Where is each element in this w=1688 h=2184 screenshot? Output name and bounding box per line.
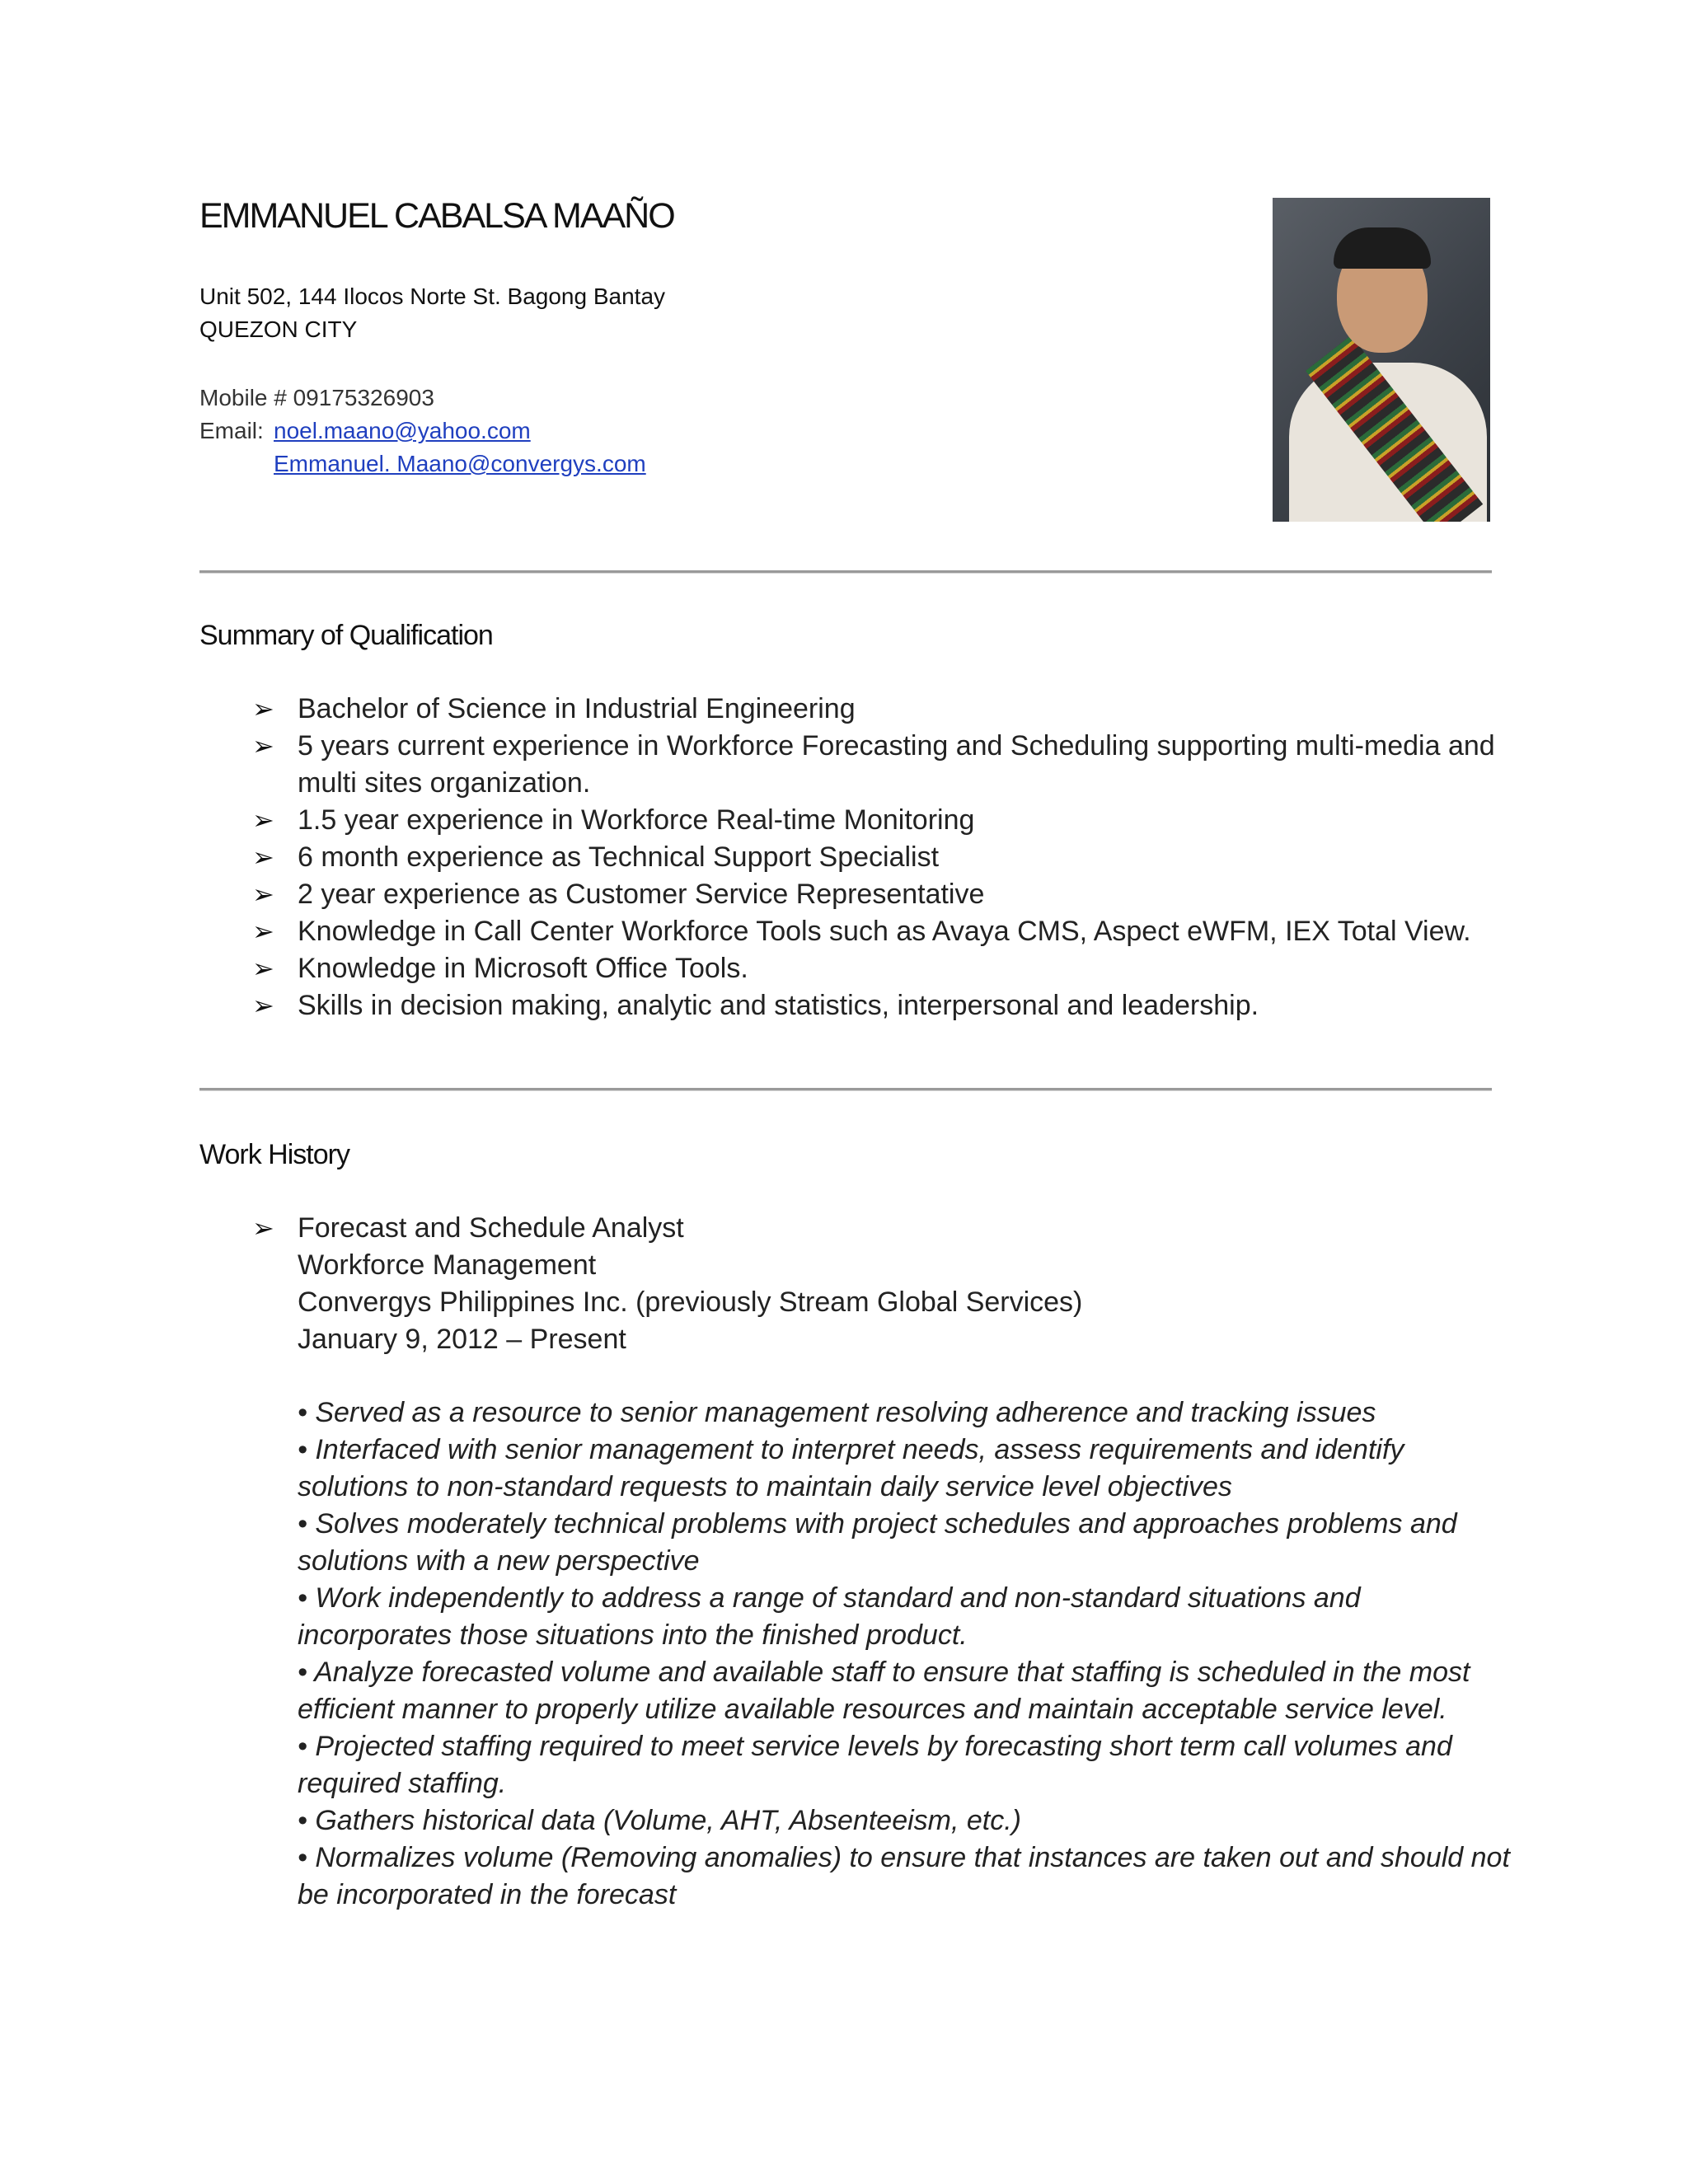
section-divider <box>199 1088 1492 1090</box>
list-item: ➢ 1.5 year experience in Workforce Real-time Monitoring <box>252 802 1513 839</box>
summary-title: Summary of Qualification <box>199 620 493 651</box>
arrow-bullet-icon: ➢ <box>252 879 274 909</box>
section-divider <box>199 570 1492 573</box>
duty-item: • Solves moderately technical problems with project schedules and approaches problems and solutions with a new perspective <box>298 1508 1457 1577</box>
candidate-name: EMMANUEL CABALSA MAAÑO <box>199 196 674 236</box>
work-history-title: Work History <box>199 1139 349 1170</box>
summary-list <box>252 691 1513 1024</box>
arrow-bullet-icon: ➢ <box>252 954 274 983</box>
list-item: ➢ Knowledge in Call Center Workforce Tools such as Avaya CMS, Aspect eWFM, IEX Total View. <box>252 913 1513 950</box>
email-label: Email: <box>199 418 264 443</box>
address-line-2: QUEZON CITY <box>199 316 358 342</box>
arrow-bullet-icon: ➢ <box>252 842 274 872</box>
list-item: ➢ 5 years current experience in Workforce Forecasting and Scheduling supporting multi-media and multi sites organization. <box>252 728 1513 802</box>
email-link-yahoo[interactable]: noel.maano@yahoo.com <box>274 418 531 443</box>
arrow-bullet-icon: ➢ <box>252 916 274 946</box>
duty-item: • Served as a resource to senior management resolving adherence and tracking issues <box>298 1397 1376 1428</box>
job-company: Convergys Philippines Inc. (previously Stream Global Services) <box>298 1286 1083 1318</box>
arrow-bullet-icon: ➢ <box>252 805 274 835</box>
email-row <box>199 418 531 444</box>
list-item: ➢ Bachelor of Science in Industrial Engineering <box>252 691 1513 728</box>
email-link-convergys[interactable]: Emmanuel. Maano@convergys.com <box>274 451 646 476</box>
arrow-bullet-icon: ➢ <box>252 991 274 1020</box>
duty-item: • Normalizes volume (Removing anomalies) to ensure that instances are taken out and should not be incorporated in the forecast <box>298 1842 1510 1910</box>
duty-item: • Analyze forecasted volume and available staff to ensure that staffing is scheduled in the most efficient manner to properly utilize available resources and maintain acceptable service level. <box>298 1657 1470 1725</box>
duty-item: • Work independently to address a range of standard and non-standard situations and incorporates those situations into the finished product. <box>298 1582 1361 1651</box>
arrow-bullet-icon: ➢ <box>252 694 274 724</box>
portrait-photo <box>1273 198 1490 522</box>
mobile-number: Mobile # 09175326903 <box>199 385 434 410</box>
job-dates: January 9, 2012 – Present <box>298 1324 626 1355</box>
arrow-bullet-icon: ➢ <box>252 1213 274 1243</box>
job-position: ➢ Forecast and Schedule Analyst <box>252 1210 1513 1247</box>
arrow-bullet-icon: ➢ <box>252 731 274 761</box>
address-line-1: Unit 502, 144 Ilocos Norte St. Bagong Bantay <box>199 284 666 309</box>
job-duties <box>298 1394 1517 1914</box>
duty-item: • Interfaced with senior management to interpret needs, assess requirements and identify solutions to non-standard requests to maintain daily service level objectives <box>298 1434 1404 1502</box>
list-item: ➢ Skills in decision making, analytic and statistics, interpersonal and leadership. <box>252 987 1513 1024</box>
list-item: ➢ Knowledge in Microsoft Office Tools. <box>252 950 1513 987</box>
job-department: Workforce Management <box>298 1249 597 1281</box>
list-item: ➢ 6 month experience as Technical Support Specialist <box>252 839 1513 876</box>
list-item: ➢ 2 year experience as Customer Service Representative <box>252 876 1513 913</box>
duty-item: • Projected staffing required to meet service levels by forecasting short term call volumes and required staffing. <box>298 1731 1452 1799</box>
duty-item: • Gathers historical data (Volume, AHT, Absenteeism, etc.) <box>298 1805 1022 1836</box>
email-row-2 <box>274 451 646 477</box>
job-entry <box>252 1210 1513 1358</box>
photo-hair <box>1334 227 1431 269</box>
